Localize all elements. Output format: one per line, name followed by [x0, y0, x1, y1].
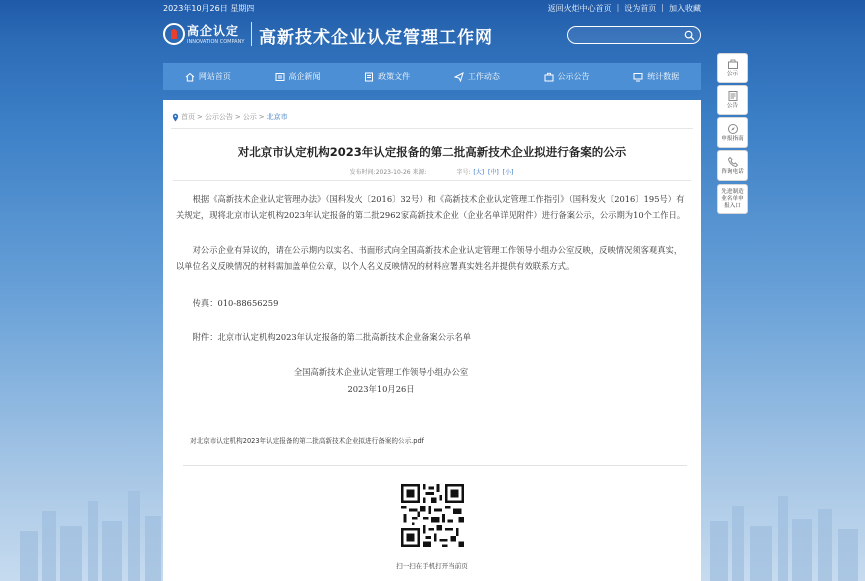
nav-item-label: 统计数据: [647, 72, 680, 81]
nav-item-label: 公示公告: [557, 72, 590, 81]
signature-organization: 全国高新技术企业认定管理工作领导小组办公室: [293, 367, 469, 377]
article-container: [163, 100, 701, 581]
breadcrumb-separator: >: [197, 113, 203, 121]
nav-item-announcements[interactable]: [522, 63, 612, 90]
nav-item-label: 网站首页: [198, 72, 231, 81]
qr-caption: 扫一扫在手机打开当前页: [396, 562, 468, 570]
sidebar-item-public[interactable]: [717, 53, 748, 83]
sidebar-item-hotline[interactable]: [717, 150, 748, 181]
divider: [173, 180, 691, 181]
nav-item-label: 政策文件: [378, 72, 411, 81]
font-size-large[interactable]: [大]: [473, 169, 485, 176]
site-logo[interactable]: [163, 20, 245, 50]
briefcase-icon: [727, 58, 739, 70]
sidebar-item-guide[interactable]: [717, 117, 748, 148]
home-icon: [185, 72, 195, 82]
phone-icon: [727, 156, 739, 168]
briefcase-icon: [544, 72, 554, 82]
logo-mark-icon: [163, 23, 185, 45]
link-torch-center-home[interactable]: 返回火炬中心首页: [547, 4, 612, 13]
monitor-icon: [633, 72, 643, 82]
sidebar-item-label: 先进制造业名单申报入口: [721, 188, 744, 209]
link-add-favorite[interactable]: 加入收藏: [669, 4, 701, 13]
breadcrumb-current[interactable]: 北京市: [266, 113, 288, 121]
logo-text-en: INNOVATION COMPANY: [187, 39, 245, 45]
size-label: 字号:: [456, 169, 471, 176]
divider: [183, 465, 687, 466]
nav-item-statistics[interactable]: [611, 63, 701, 90]
nav-item-home[interactable]: [163, 63, 253, 90]
source-label: 来源:: [412, 169, 427, 176]
qr-code: [398, 481, 467, 550]
top-links: [548, 3, 701, 14]
publish-date: 2023-10-26: [375, 169, 411, 176]
nav-item-work-news[interactable]: [432, 63, 522, 90]
nav-item-news[interactable]: [253, 63, 343, 90]
notice-icon: [727, 90, 739, 102]
current-date: 2023年10月26日 星期四: [163, 4, 255, 13]
nav-item-label: 工作动态: [467, 72, 500, 81]
breadcrumb-home[interactable]: 首页: [181, 113, 195, 121]
sidebar-item-label: 公示: [726, 71, 739, 77]
search-icon[interactable]: [684, 30, 695, 41]
signature-date: 2023年10月26日: [347, 384, 415, 394]
article-title: 对北京市认定机构2023年认定报备的第二批高新技术企业拟进行备案的公示: [237, 145, 627, 159]
site-title: 高新技术企业认定管理工作网: [259, 28, 493, 48]
font-size-switcher: [456, 169, 514, 176]
compass-icon: [727, 123, 739, 135]
breadcrumb-public[interactable]: 公示: [242, 113, 257, 121]
article-paragraph: 对公示企业有异议的，请在公示期内以实名、书面形式向全国高新技术企业认定管理工作领导小组办公室反映，反映情况须客观真实，以单位名义反映情况的材料需加盖单位公章，以个人名义反映情况的材料应署真实姓名并提供有效联系方式。: [176, 245, 683, 271]
logo-text-cn: 高企认定: [187, 24, 240, 38]
sidebar-item-label: 公告: [726, 103, 739, 109]
location-pin-icon: [172, 113, 179, 122]
document-icon: [364, 72, 374, 82]
separator: |: [661, 3, 664, 12]
article-meta: [163, 167, 701, 176]
link-set-homepage[interactable]: 设为首页: [624, 4, 657, 13]
sidebar-item-label: 咨询电话: [721, 168, 744, 175]
separator: |: [616, 3, 620, 12]
nav-item-policy[interactable]: [342, 63, 432, 90]
top-bar: [0, 0, 865, 16]
main-nav: [163, 63, 701, 90]
divider: [171, 128, 693, 129]
send-icon: [454, 72, 464, 82]
breadcrumb-announcements[interactable]: 公示公告: [204, 113, 233, 121]
breadcrumb-separator: >: [234, 113, 241, 121]
sidebar-item-label: 申报指南: [721, 135, 744, 142]
breadcrumb-separator: >: [258, 113, 265, 121]
font-size-medium[interactable]: [中]: [488, 169, 499, 176]
search-input[interactable]: [576, 29, 684, 42]
breadcrumb: [172, 112, 288, 122]
sidebar-item-notice[interactable]: [717, 85, 748, 115]
article-paragraph: 根据《高新技术企业认定管理办法》（国科发火〔2016〕32号）和《高新技术企业认定管理工作指引》（国科发火〔2016〕195号）有关规定，现将北京市认定机构2023年认定报备的第二批2962家高新技术企业（企业名单详见附件）进行备案公示，公示期为10个工作日。: [176, 194, 686, 220]
font-size-small[interactable]: [小]: [502, 169, 514, 176]
search-box: [567, 26, 701, 44]
header-divider: [251, 22, 252, 46]
sidebar-item-advanced-manufacturing[interactable]: [717, 184, 748, 214]
article-fax: 传真：010-88656259: [192, 298, 279, 308]
publish-label: 发布时间:: [349, 169, 376, 176]
article-attachment-note: 附件：北京市认定机构2023年认定报备的第二批高新技术企业备案公示名单: [192, 332, 471, 342]
nav-item-label: 高企新闻: [288, 72, 321, 81]
news-icon: [275, 72, 285, 82]
attachment-link[interactable]: 对北京市认定机构2023年认定报备的第二批高新技术企业拟进行备案的公示.pdf: [190, 437, 424, 445]
